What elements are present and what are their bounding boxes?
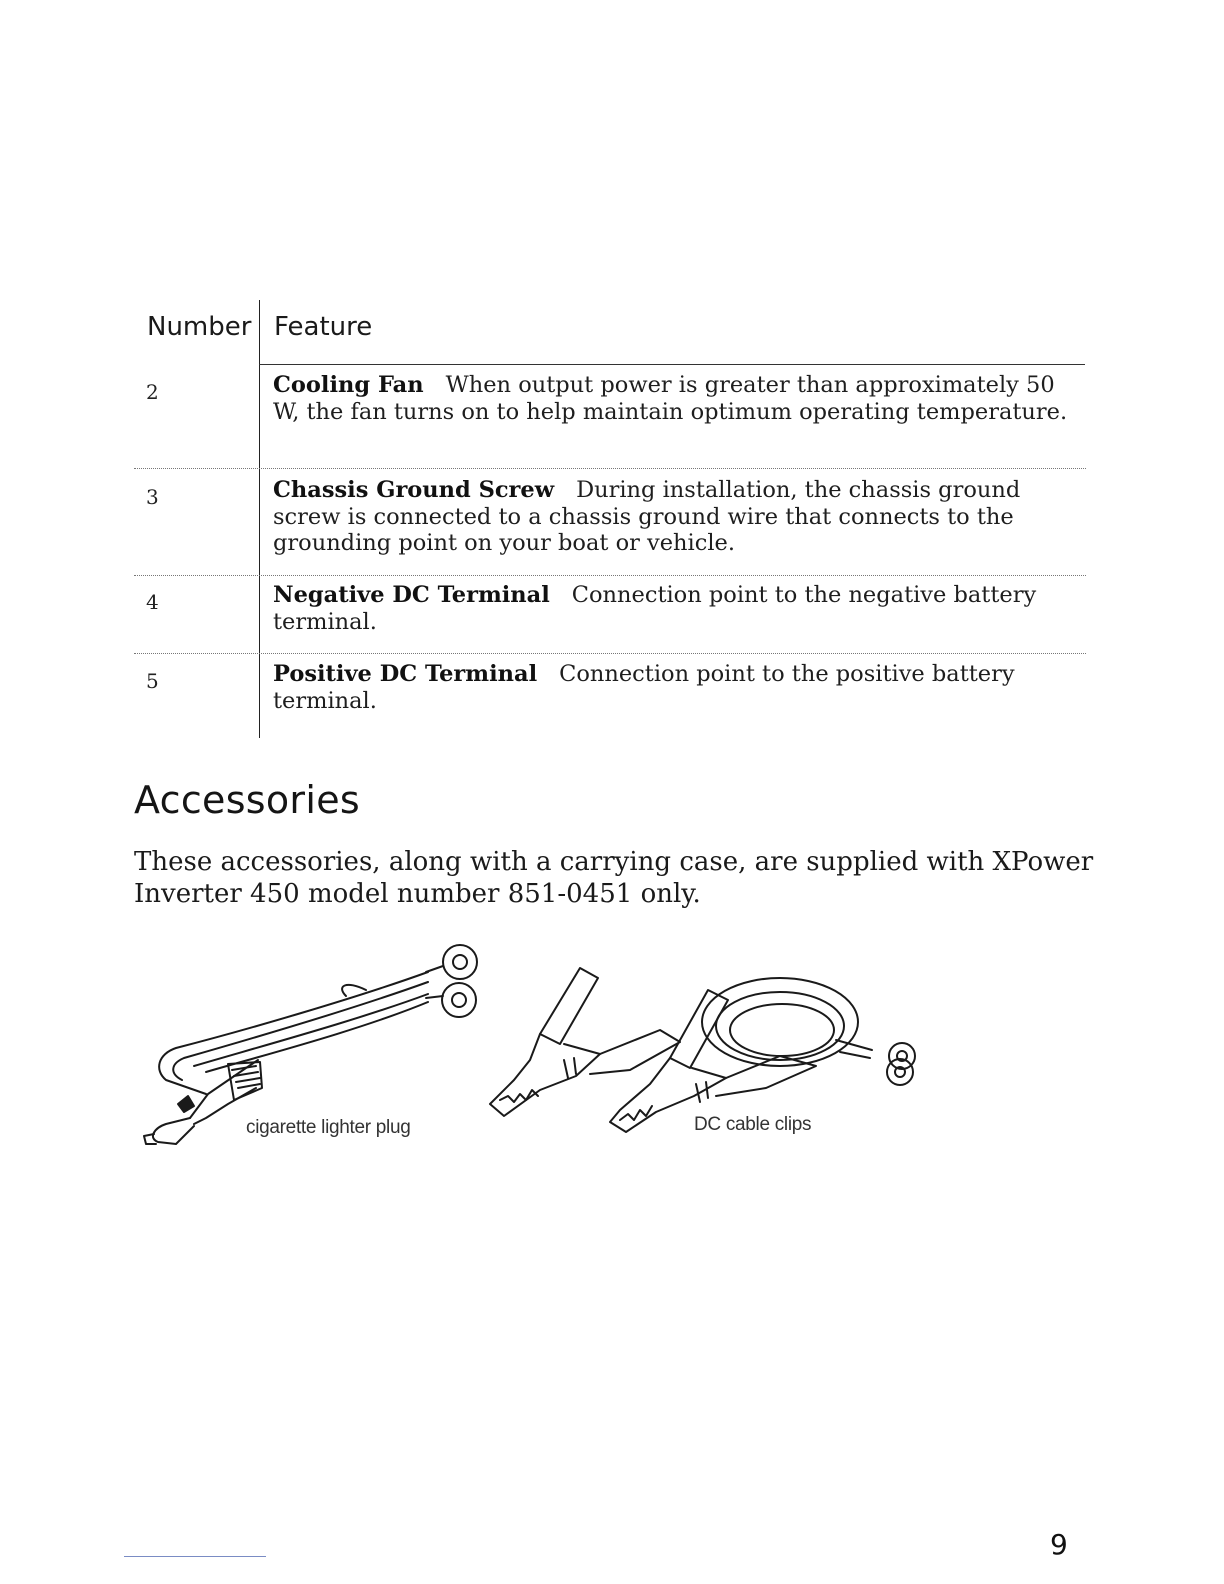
feature-term: Chassis Ground Screw: [273, 477, 555, 503]
plug-caption: cigarette lighter plug: [246, 1117, 411, 1138]
intro-paragraph: These accessories, along with a carrying case, are supplied with XPower Inverter 450 model number 851-0451 only.: [134, 847, 1094, 909]
row-feature: [273, 477, 1073, 557]
clips-caption: DC cable clips: [694, 1114, 812, 1135]
row-separator: [134, 653, 1086, 654]
row-separator: [134, 468, 1086, 469]
column-divider: [259, 300, 260, 738]
feature-description: Connection point to the positive battery terminal.: [273, 661, 1015, 714]
feature-term: Positive DC Terminal: [273, 661, 538, 687]
row-separator: [134, 575, 1086, 576]
row-feature: [273, 582, 1073, 635]
header-rule: [259, 364, 1085, 365]
feature-description: When output power is greater than approximately 50 W, the fan turns on to help maintain optimum operating temperature.: [273, 372, 1068, 425]
row-number: 4: [146, 590, 159, 614]
table-header-feature: Feature: [274, 312, 373, 342]
row-number: 3: [146, 485, 159, 509]
feature-description: During installation, the chassis ground screw is connected to a chassis ground wire that connects to the grounding point on your boat or vehicle.: [273, 477, 1021, 556]
feature-description: Connection point to the negative battery terminal.: [273, 582, 1037, 635]
page-number: 9: [1050, 1528, 1068, 1561]
row-number: 5: [146, 669, 159, 693]
feature-term: Negative DC Terminal: [273, 582, 550, 608]
table-header-number: Number: [147, 312, 252, 342]
footer-rule: [124, 1556, 266, 1557]
row-feature: [273, 372, 1073, 425]
row-feature: [273, 661, 1073, 714]
row-number: 2: [146, 380, 159, 404]
section-heading: Accessories: [134, 778, 360, 822]
feature-term: Cooling Fan: [273, 372, 424, 398]
